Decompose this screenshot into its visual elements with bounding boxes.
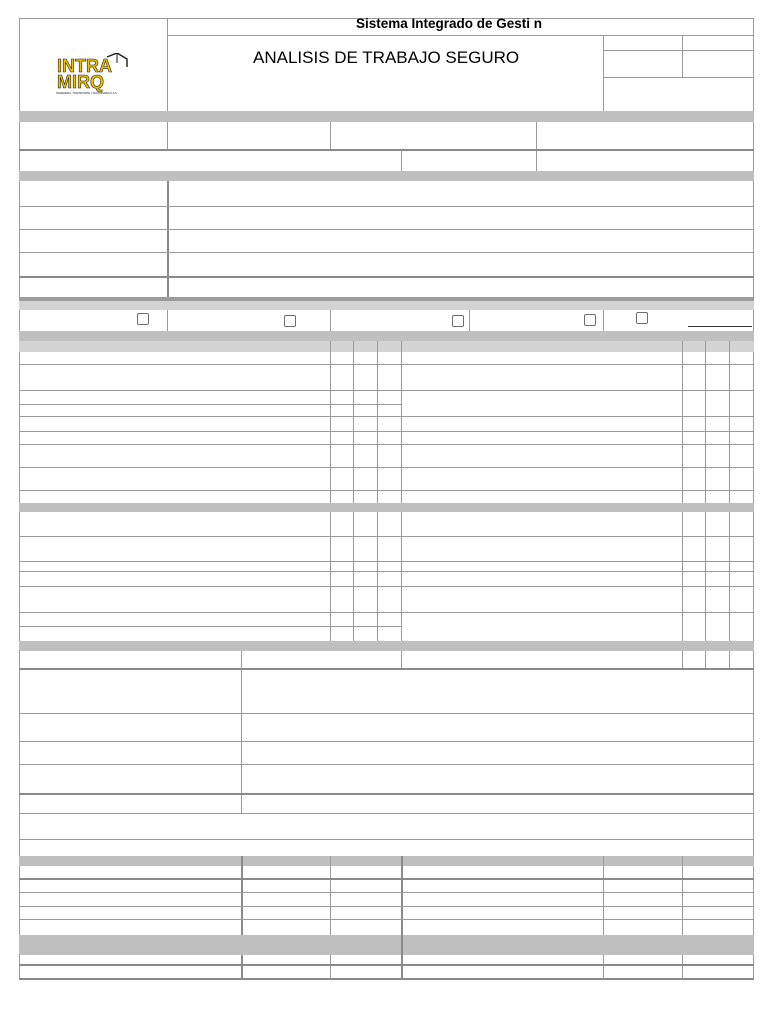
hazard-right-row-7: [401, 490, 754, 491]
header-logo-divider: [167, 18, 168, 111]
logo-brand-top: INTRA: [57, 56, 112, 76]
frame-right: [753, 18, 754, 980]
sign-col-2: [330, 856, 331, 935]
section-band-6: [19, 856, 754, 866]
sign-col-4: [603, 856, 604, 935]
sign-row-1: [19, 878, 754, 880]
hazard-left-row-8: [19, 490, 401, 491]
frame-bottom: [19, 978, 754, 980]
sign-row-3: [19, 906, 754, 907]
hazard-row-10: [19, 561, 754, 562]
logo-brand-bottom: MIRQ: [57, 72, 104, 92]
hazard-right-row-4: [401, 431, 754, 432]
hazard-left-col-a: [330, 341, 331, 641]
header-code-divider: [603, 35, 604, 111]
other-fill-line[interactable]: [688, 326, 752, 327]
hazard-left-row-6: [19, 444, 401, 445]
measures-row-6: [19, 813, 754, 814]
header-code-row-2: [603, 77, 754, 78]
hazard-left-row-2: [19, 390, 401, 391]
hazard-left-row-4: [19, 416, 401, 417]
check-col-2: [330, 310, 331, 331]
hazard-left-col-b: [353, 341, 354, 641]
hazard-header: [19, 341, 754, 352]
option-checkbox-2[interactable]: [284, 315, 296, 327]
final-col-4: [603, 955, 604, 979]
final-col-5: [682, 955, 683, 979]
sign-col-5: [682, 856, 683, 935]
sign-row-2: [19, 892, 754, 893]
detail-label-divider: [167, 181, 169, 298]
system-title: Sistema Integrado de Gesti n: [356, 16, 543, 31]
option-checkbox-3[interactable]: [452, 315, 464, 327]
section-band-1: [19, 111, 754, 122]
check-col-3: [469, 310, 470, 331]
hazard-right-col-c: [729, 341, 730, 641]
option-checkbox-5[interactable]: [636, 312, 648, 324]
hazard-left-row-7: [19, 467, 401, 468]
measures-row-5: [19, 793, 754, 795]
hazard-right-col-a: [682, 341, 683, 641]
option-checkbox-1[interactable]: [137, 313, 149, 325]
hazard-right-row-5: [401, 444, 754, 445]
info-row1-col-1: [167, 122, 168, 150]
section-band-3b: [19, 301, 754, 310]
document-title: ANALISIS DE TRABAJO SEGURO: [253, 48, 520, 67]
section-band-5: [19, 641, 754, 651]
measures-col-1: [241, 651, 242, 813]
final-col-2: [330, 955, 331, 979]
measures-row-1: [19, 668, 754, 670]
detail-row-4: [19, 276, 754, 278]
detail-row-2: [19, 229, 754, 230]
detail-row-1: [19, 206, 754, 207]
hazard-right-row-2: [401, 390, 754, 391]
measures-col-3: [682, 651, 683, 669]
hazard-row-9: [19, 536, 754, 537]
hazard-row-11: [19, 571, 754, 572]
company-logo: [55, 53, 131, 95]
hazard-left-row-5: [19, 431, 401, 432]
info-row1-col-2: [330, 122, 331, 150]
sign-col-3: [401, 856, 403, 935]
detail-row-3: [19, 252, 754, 253]
measures-row-4: [19, 764, 754, 765]
hazard-right-row-6: [401, 467, 754, 468]
info-row1-bottom: [19, 149, 754, 151]
measures-col-5: [729, 651, 730, 669]
hazard-right-row-1: [401, 364, 754, 365]
header-title-line: [167, 35, 754, 36]
hazard-right-row-13: [401, 612, 754, 613]
hazard-right-row-3: [401, 416, 754, 417]
sign-col-1: [241, 856, 243, 935]
hazard-left-row-13: [19, 612, 401, 613]
measures-col-4: [705, 651, 706, 669]
header-version-divider: [682, 35, 683, 77]
measures-row-2: [19, 713, 754, 714]
logo-tagline: INGENIERIA, TRANSPORTE Y MAQUINARIA S.A.S: [56, 92, 117, 95]
final-row-1: [19, 964, 754, 966]
hazard-left-row-1: [19, 364, 401, 365]
hazard-mid-divider: [401, 341, 402, 641]
section-band-2: [19, 171, 754, 181]
measures-row-3: [19, 741, 754, 742]
measures-row-7: [19, 839, 754, 840]
check-col-1: [167, 310, 168, 331]
option-checkbox-4[interactable]: [584, 314, 596, 326]
hazard-right-col-b: [705, 341, 706, 641]
final-col-3: [401, 955, 403, 979]
section-band-7: [19, 935, 754, 955]
final-col-1: [241, 955, 243, 979]
hazard-left-row-3: [19, 404, 401, 405]
measures-col-2: [401, 651, 402, 669]
check-col-4: [603, 310, 604, 331]
section-band-4: [19, 331, 754, 341]
info-row2-col-1: [401, 150, 402, 171]
hazard-left-col-c: [377, 341, 378, 641]
frame-left: [19, 18, 20, 980]
hazard-left-row-14: [19, 626, 401, 627]
band-7-divider: [401, 935, 403, 955]
info-row1-col-3: [536, 122, 537, 171]
hazard-sub-band: [19, 503, 754, 512]
hazard-row-12: [19, 586, 754, 587]
sign-row-4: [19, 919, 754, 920]
header-code-row-1: [603, 50, 754, 51]
